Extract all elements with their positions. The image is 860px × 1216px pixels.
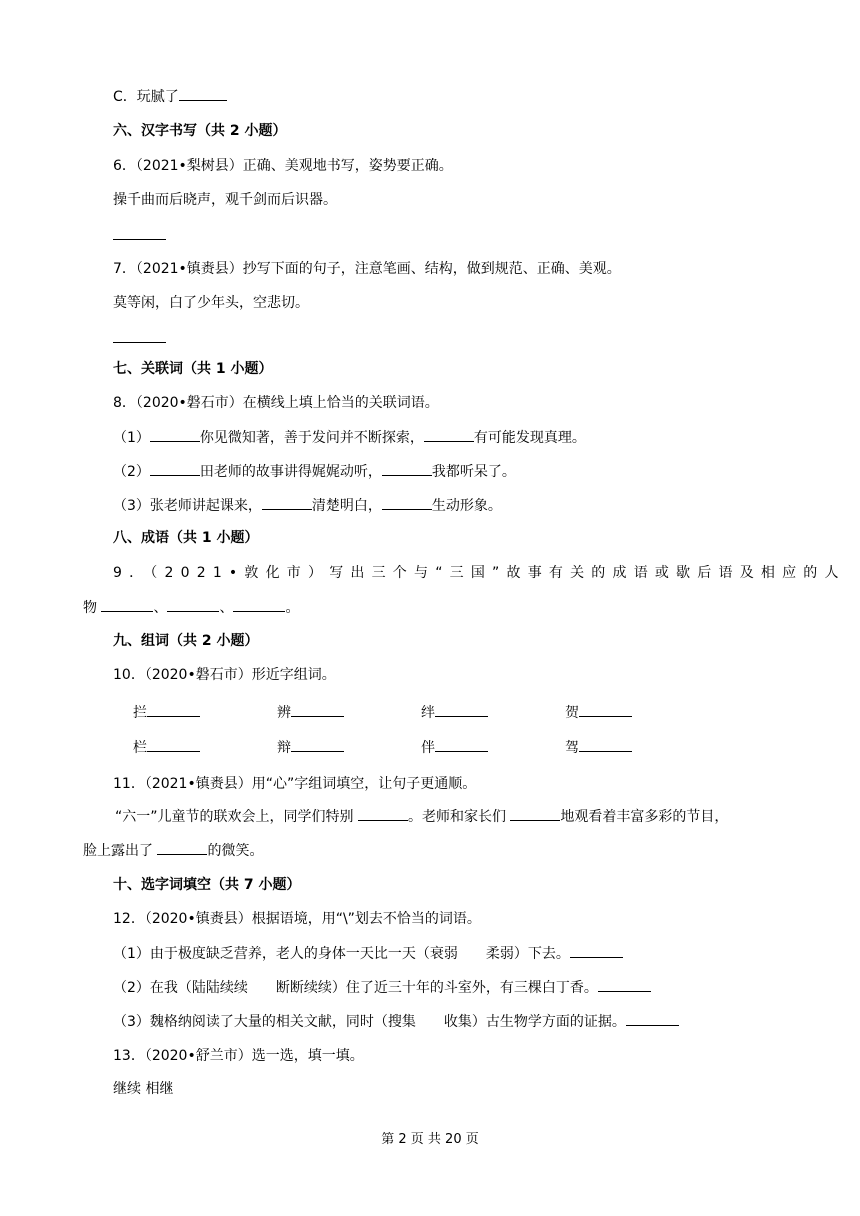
question-12-2 (113, 977, 651, 998)
item-text: （3）张老师讲起课来， (113, 498, 262, 514)
char: 伴 (421, 740, 435, 756)
item-text: 地观看着丰富多彩的节目， (560, 809, 729, 825)
question-8: 8．（2020•磐石市）在横线上填上恰当的关联词语。 (113, 395, 439, 411)
item-text: 。老师和家长们 (407, 809, 506, 825)
answer-blank[interactable] (157, 840, 207, 855)
answer-blank[interactable] (147, 737, 200, 752)
answer-blank[interactable] (147, 702, 200, 717)
question-7-answer (113, 328, 166, 349)
char-item (277, 702, 344, 723)
answer-blank[interactable] (579, 737, 632, 752)
separator: 、 (219, 600, 234, 616)
item-text: 的微笑。 (207, 843, 264, 859)
option-c-text: C．玩腻了 (113, 89, 179, 105)
answer-blank[interactable] (435, 737, 488, 752)
item-number: （2） (113, 464, 150, 480)
question-12-1 (113, 943, 623, 964)
section-heading-6: 六、汉字书写（共 2 小题） (113, 123, 287, 139)
question-13-words: 继续 相继 (113, 1081, 174, 1097)
answer-blank[interactable] (150, 461, 200, 476)
item-text: （3）魏格纳阅读了大量的相关文献，同时（搜集 收集）古生物学方面的证据。 (113, 1014, 626, 1030)
answer-blank[interactable] (101, 597, 153, 612)
char: 贺 (565, 705, 579, 721)
question-9-line1: 9．（2021•敦化市）写出三个与“三国”故事有关的成语或歇后语及相应的人 (113, 565, 846, 581)
section-heading-10: 十、选字词填空（共 7 小题） (113, 877, 301, 893)
question-8-1 (113, 427, 586, 448)
section-heading-8: 八、成语（共 1 小题） (113, 530, 259, 546)
char-item (565, 702, 632, 723)
char: 驾 (565, 740, 579, 756)
answer-blank[interactable] (598, 977, 651, 992)
answer-blank[interactable] (179, 86, 227, 101)
section-heading-9: 九、组词（共 2 小题） (113, 633, 259, 649)
question-12-3 (113, 1011, 679, 1032)
answer-blank[interactable] (358, 806, 408, 821)
answer-blank[interactable] (510, 806, 560, 821)
char: 绊 (421, 705, 435, 721)
answer-blank[interactable] (435, 702, 488, 717)
item-text: 物 (83, 600, 97, 616)
item-text: 生动形象。 (431, 498, 502, 514)
question-11: 11．（2021•镇赉县）用“心”字组词填空，让句子更通顺。 (113, 776, 477, 792)
char: 拦 (133, 705, 147, 721)
answer-blank[interactable] (113, 225, 166, 240)
section-heading-7: 七、关联词（共 1 小题） (113, 361, 273, 377)
char-item (421, 702, 488, 723)
char: 辨 (277, 705, 291, 721)
item-text: 清楚明白， (311, 498, 382, 514)
char-item (421, 737, 488, 758)
question-6-text: 操千曲而后晓声，观千剑而后识器。 (113, 192, 337, 208)
char-item (277, 737, 344, 758)
answer-blank[interactable] (626, 1011, 679, 1026)
separator: 、 (153, 600, 168, 616)
question-8-2 (113, 461, 516, 482)
question-8-3 (113, 495, 502, 516)
answer-blank[interactable] (424, 427, 474, 442)
page-footer: 第 2 页 共 20 页 (381, 1132, 479, 1147)
answer-blank[interactable] (262, 495, 312, 510)
question-12: 12．（2020•镇赉县）根据语境，用“\”划去不恰当的词语。 (113, 911, 481, 927)
answer-blank[interactable] (113, 328, 166, 343)
question-11-line1 (115, 806, 728, 827)
answer-blank[interactable] (233, 597, 285, 612)
item-text: 你见微知著，善于发问并不断探索， (199, 430, 424, 446)
item-text: “六一”儿童节的联欢会上，同学们特别 (115, 809, 354, 825)
char-item (133, 702, 200, 723)
char-item (565, 737, 632, 758)
answer-blank[interactable] (382, 461, 432, 476)
answer-blank[interactable] (291, 702, 344, 717)
answer-blank[interactable] (579, 702, 632, 717)
item-text: 田老师的故事讲得娓娓动听， (199, 464, 382, 480)
item-text: 我都听呆了。 (431, 464, 516, 480)
char: 辩 (277, 740, 291, 756)
question-9-line2 (83, 597, 299, 618)
period: 。 (285, 600, 300, 616)
item-number: （1） (113, 430, 150, 446)
question-6-answer (113, 225, 166, 246)
option-c (113, 86, 227, 107)
answer-blank[interactable] (382, 495, 432, 510)
answer-blank[interactable] (167, 597, 219, 612)
answer-blank[interactable] (291, 737, 344, 752)
question-11-line2 (83, 840, 263, 861)
item-text: 脸上露出了 (83, 843, 153, 859)
item-text: （1）由于极度缺乏营养，老人的身体一天比一天（衰弱 柔弱）下去。 (113, 946, 570, 962)
question-7-text: 莫等闲，白了少年头，空悲切。 (113, 295, 309, 311)
question-6: 6．（2021•梨树县）正确、美观地书写，姿势要正确。 (113, 158, 453, 174)
char: 栏 (133, 740, 147, 756)
item-text: 有可能发现真理。 (473, 430, 586, 446)
char-item (133, 737, 200, 758)
answer-blank[interactable] (150, 427, 200, 442)
answer-blank[interactable] (570, 943, 623, 958)
question-7: 7．（2021•镇赉县）抄写下面的句子，注意笔画、结构，做到规范、正确、美观。 (113, 261, 621, 277)
question-10: 10．（2020•磐石市）形近字组词。 (113, 667, 336, 683)
question-13: 13．（2020•舒兰市）选一选，填一填。 (113, 1048, 364, 1064)
item-text: （2）在我（陆陆续续 断断续续）住了近三十年的斗室外，有三棵白丁香。 (113, 980, 598, 996)
